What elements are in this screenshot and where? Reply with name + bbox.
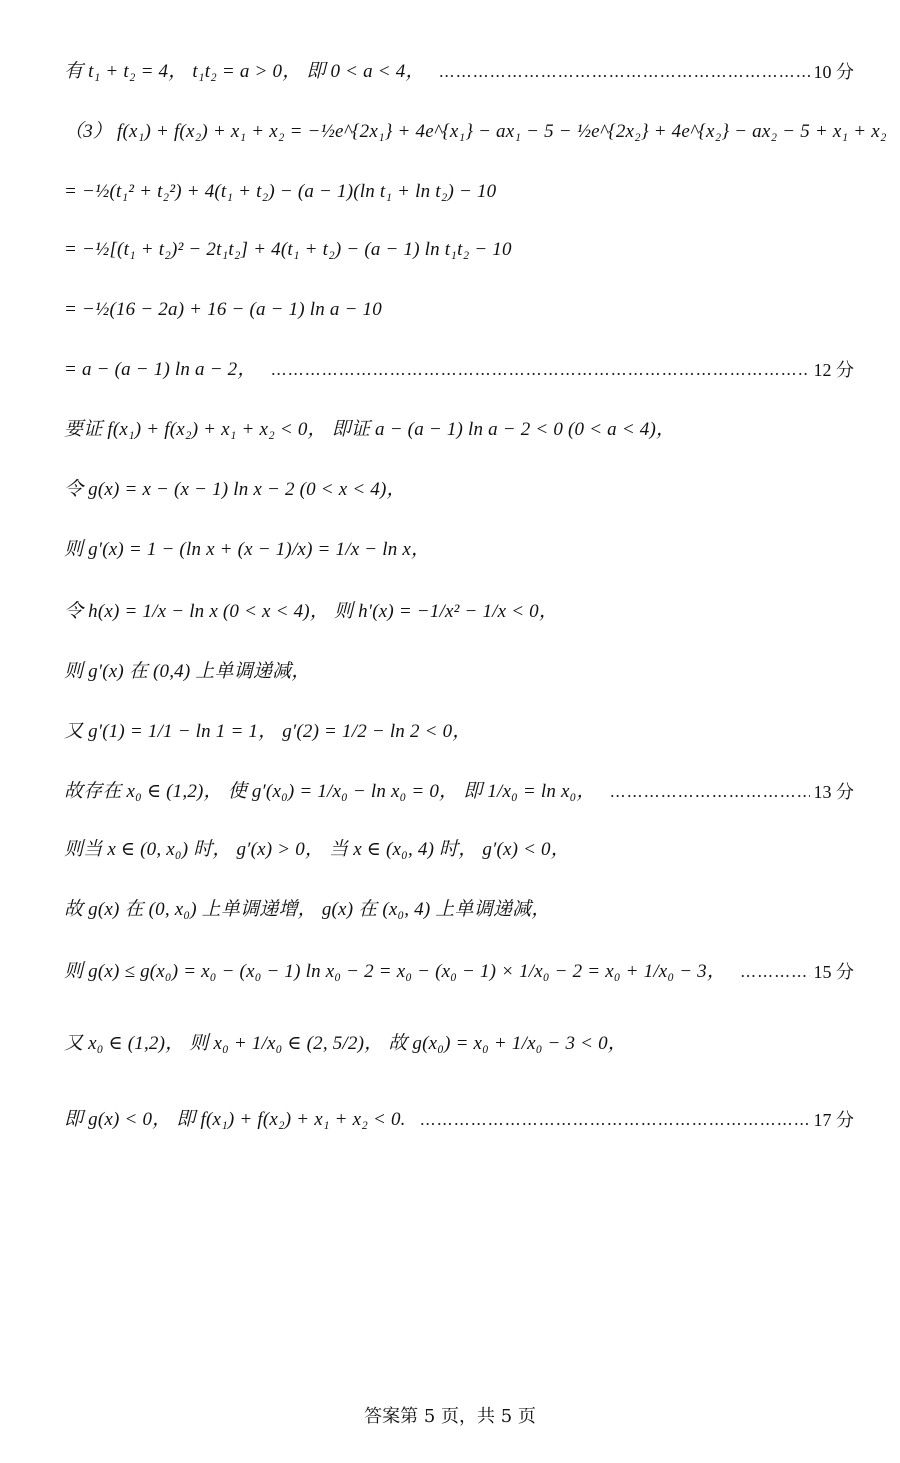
math-text: = −½(16 − 2a) + 16 − (a − 1) ln a − 10 xyxy=(64,299,382,320)
solution-line-13 xyxy=(64,764,854,820)
math-text: 则 g′(x) = 1 − (ln x + (x − 1)/x) = 1/x − ln x， xyxy=(64,539,431,560)
solution-line-15 xyxy=(64,890,854,930)
math-text: 令 h(x) = 1/x − ln x (0 < x < 4)， 则 h′(x) = −1/x² − 1/x < 0， xyxy=(64,601,559,622)
score-mark: 13 分 xyxy=(813,782,854,802)
math-text: 则 g′(x) 在 (0,4) 上单调递减， xyxy=(64,661,311,682)
leader-dots xyxy=(610,782,810,802)
math-text: 有 t₁ + t₂ = 4， t₁t₂ = a > 0， 即 0 < a < 4， xyxy=(64,61,425,82)
math-text: = −½[(t₁ + t₂)² − 2t₁t₂] + 4(t₁ + t₂) − (a − 1) ln t₁t₂ − 10 xyxy=(64,239,512,260)
solution-line-1 xyxy=(64,52,854,92)
solution-line-10 xyxy=(64,584,854,640)
math-text: 又 x₀ ∈ (1,2)， 则 x₀ + 1/x₀ ∈ (2, 5/2)， 故 g(x₀) = x₀ + 1/x₀ − 3 < 0， xyxy=(64,1033,627,1054)
math-text: 又 g′(1) = 1/1 − ln 1 = 1， g′(2) = 1/2 − ln 2 < 0， xyxy=(64,721,472,742)
leader-dots xyxy=(740,962,809,982)
leader-dots xyxy=(439,62,810,82)
solution-line-6 xyxy=(64,350,854,390)
score-mark: 15 分 xyxy=(813,962,854,982)
solution-line-8 xyxy=(64,470,854,510)
score-mark: 10 分 xyxy=(813,62,854,82)
solution-line-16 xyxy=(64,944,854,1000)
page-footer: 答案第 5 页，共 5 页 xyxy=(364,1406,536,1427)
solution-line-12 xyxy=(64,704,854,760)
solution-line-14 xyxy=(64,830,854,870)
math-text: 则 g(x) ≤ g(x₀) = x₀ − (x₀ − 1) ln x₀ − 2 = x₀ − (x₀ − 1) × 1/x₀ − 2 = x₀ + 1/x₀ − 3， xyxy=(64,961,727,982)
math-text: 即 g(x) < 0， 即 f(x₁) + f(x₂) + x₁ + x₂ < 0. xyxy=(64,1109,406,1130)
solution-line-11 xyxy=(64,652,854,692)
solution-line-4 xyxy=(64,222,854,278)
math-text: 要证 f(x₁) + f(x₂) + x₁ + x₂ < 0， 即证 a − (a − 1) ln a − 2 < 0 (0 < a < 4)， xyxy=(64,419,676,440)
math-text: 则当 x ∈ (0, x₀) 时， g′(x) > 0， 当 x ∈ (x₀, 4) 时， g′(x) < 0， xyxy=(64,839,570,860)
solution-line-17 xyxy=(64,1016,854,1072)
solution-line-18 xyxy=(64,1100,854,1140)
leader-dots xyxy=(420,1110,810,1130)
solution-line-2 xyxy=(64,104,887,160)
solution-line-7 xyxy=(64,410,854,450)
solution-line-9 xyxy=(64,522,854,578)
score-mark: 17 分 xyxy=(813,1110,854,1130)
solution-line-3 xyxy=(64,164,854,220)
math-text: 令 g(x) = x − (x − 1) ln x − 2 (0 < x < 4)， xyxy=(64,479,406,500)
leader-dots xyxy=(271,360,810,380)
score-mark: 12 分 xyxy=(813,360,854,380)
math-text: = a − (a − 1) ln a − 2， xyxy=(64,359,257,380)
math-text: = −½(t₁² + t₂²) + 4(t₁ + t₂) − (a − 1)(ln t₁ + ln t₂) − 10 xyxy=(64,181,497,202)
math-text: （3） f(x₁) + f(x₂) + x₁ + x₂ = −½e^{2x₁} + 4e^{x₁} − ax₁ − 5 − ½e^{2x₂} + 4e^{x₂} − ax₂ − 5 + x₁ + x₂ xyxy=(64,121,887,142)
math-text: 故存在 x₀ ∈ (1,2)， 使 g′(x₀) = 1/x₀ − ln x₀ = 0， 即 1/x₀ = ln x₀， xyxy=(64,781,596,802)
solution-line-5 xyxy=(64,282,854,338)
math-text: 故 g(x) 在 (0, x₀) 上单调递增， g(x) 在 (x₀, 4) 上单调递减， xyxy=(64,899,551,920)
